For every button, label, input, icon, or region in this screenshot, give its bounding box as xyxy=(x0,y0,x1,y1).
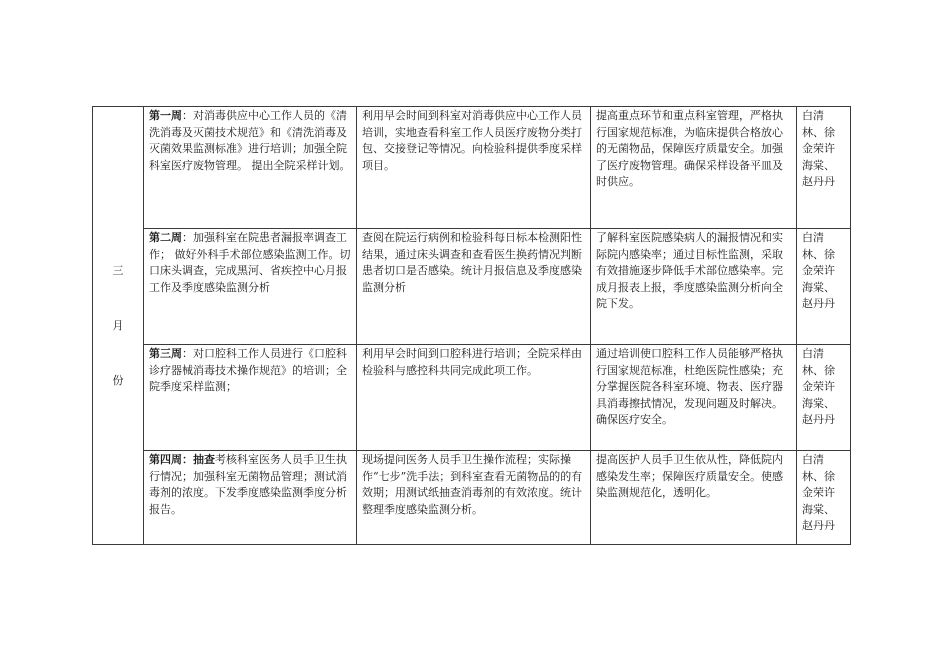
goal-cell: 提高重点环节和重点科室管理，严格执行国家规范标准，为临床提供合格放心的无菌物品，保障医疗质量安全。加强了医疗废物管理。确保采样设备平皿及时供应。 xyxy=(591,107,797,229)
week-label: 第四周：抽查 xyxy=(149,453,215,466)
table-row-week-1 xyxy=(93,107,851,229)
goal-cell: 提高医护人员手卫生依从性，降低院内感染发生率；保障医疗质量安全。使感染监测规范化，透明化。 xyxy=(591,451,797,545)
month-label: 三月份 xyxy=(112,264,124,387)
content-text: ：加强科室在院患者漏报率调查工作； 做好外科手术部位感染监测工作。切口床头调查，完成黑河、省疾控中心月报工作及季度感染监测分析 xyxy=(149,231,351,294)
work-plan-table xyxy=(92,106,851,545)
method-cell: 利用早会时间到口腔科进行培训；全院采样由检验科与感控科共同完成此项工作。 xyxy=(357,345,591,451)
staff-cell: 白清林、徐金荣许海棠、赵丹丹 xyxy=(797,345,851,451)
content-cell xyxy=(144,345,357,451)
week-label: 第一周 xyxy=(149,109,182,122)
content-cell xyxy=(144,451,357,545)
table-row-week-2 xyxy=(93,229,851,345)
table-row-week-3 xyxy=(93,345,851,451)
staff-cell: 白清林、徐金荣许海棠、赵丹丹 xyxy=(797,229,851,345)
content-cell xyxy=(144,107,357,229)
staff-cell: 白清林、徐金荣许海棠、赵丹丹 xyxy=(797,107,851,229)
week-label: 第三周 xyxy=(149,347,182,360)
content-cell xyxy=(144,229,357,345)
week-label: 第二周 xyxy=(149,231,182,244)
content-text: ：对消毒供应中心工作人员的《清洗消毒及灭菌技术规范》和《清洗消毒及灭菌效果监测标准》进行培训；加强全院科室医疗废物管理。 提出全院采样计划。 xyxy=(149,109,351,172)
method-cell: 利用早会时间到科室对消毒供应中心工作人员培训，实地查看科室工作人员医疗废物分类打包、交接登记等情况。向检验科提供季度采样项目。 xyxy=(357,107,591,229)
method-cell: 现场提问医务人员手卫生操作流程；实际操作“七步”洗手法；到科室查看无菌物品的的有效期；用测试纸抽查消毒剂的有效浓度。统计整理季度感染监测分析。 xyxy=(357,451,591,545)
staff-cell: 白清林、徐金荣许海棠、赵丹丹 xyxy=(797,451,851,545)
table-row-week-4 xyxy=(93,451,851,545)
content-text: 考核科室医务人员手卫生执行情况；加强科室无菌物品管理；测试消毒剂的浓度。下发季度感染监测季度分析报告。 xyxy=(149,453,347,516)
content-text: ：对口腔科工作人员进行《口腔科诊疗器械消毒技术操作规范》的培训；全院季度采样监测； xyxy=(149,347,347,393)
goal-cell: 通过培训使口腔科工作人员能够严格执行国家规范标准，杜绝医院性感染；充分掌握医院各科室环境、物表、医疗器具消毒擦拭情况，发现问题及时解决。确保医疗安全。 xyxy=(591,345,797,451)
method-cell: 查阅在院运行病例和检验科每日标本检测阳性结果，通过床头调查和查看医生换药情况判断患者切口是否感染。统计月报信息及季度感染监测分析 xyxy=(357,229,591,345)
month-cell xyxy=(93,107,144,545)
goal-cell: 了解科室医院感染病人的漏报情况和实际院内感染率；通过目标性监测，采取有效措施逐步降低手术部位感染率。完成月报表上报，季度感染监测分析向全院下发。 xyxy=(591,229,797,345)
